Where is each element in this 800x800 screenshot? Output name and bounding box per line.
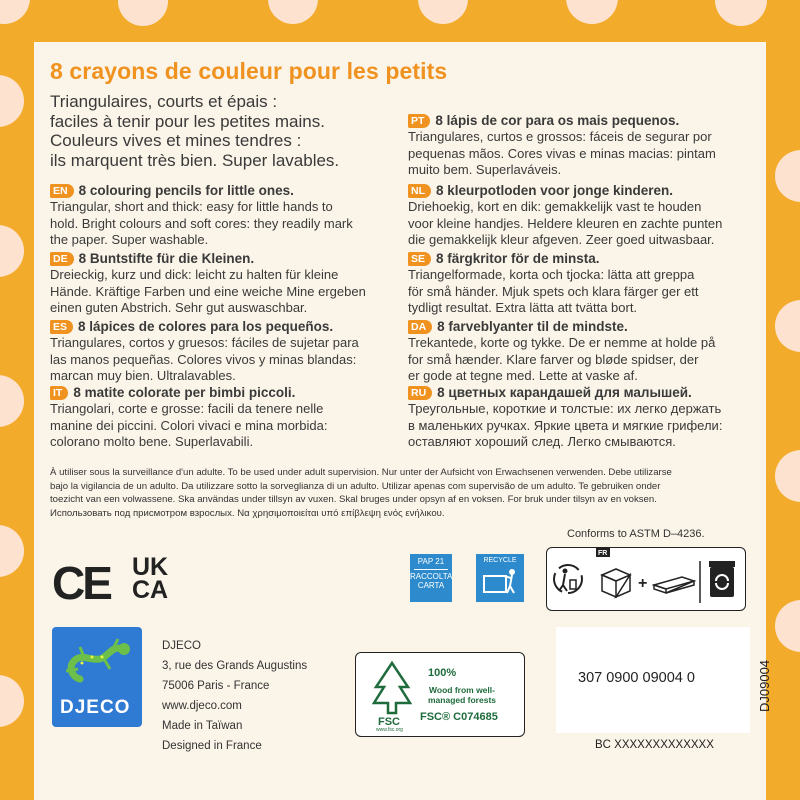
lang-heading: 8 lápices de colores para los pequeños. xyxy=(78,319,334,334)
lang-heading: 8 Buntstifte für die Kleinen. xyxy=(78,251,255,266)
lang-line: voor kleine handjes. Heldere kleuren en zachte punten xyxy=(408,215,723,231)
decor-dot xyxy=(268,0,318,24)
fsc-percent: 100% xyxy=(428,667,457,679)
lang-line: Trekantede, korte og tykke. De er nemme at holde på xyxy=(408,335,716,350)
recycle-badge: RECYCLE xyxy=(476,554,524,602)
decor-dot xyxy=(0,0,30,24)
lang-badge: PT xyxy=(408,114,430,128)
ce-mark: CE xyxy=(52,557,110,609)
decor-dot xyxy=(0,675,24,727)
lang-block-it xyxy=(50,384,410,451)
lang-block-es xyxy=(50,318,410,385)
decor-dot xyxy=(0,375,24,427)
lang-block-en xyxy=(50,182,410,249)
lang-line: оставляют хороший след. Легко смываются. xyxy=(408,434,676,449)
warning-line: Использовать под присмотром взрослых. Να χρησιμοποιείται υπό επίβλεψη ενός ενήλικου. xyxy=(50,507,445,519)
triman-person-icon xyxy=(554,565,582,593)
lang-heading: 8 färgkritor för de minsta. xyxy=(436,251,600,266)
lang-heading: 8 matite colorate per bimbi piccoli. xyxy=(73,385,296,400)
lang-block-de xyxy=(50,250,410,317)
lang-line: Triangelformade, korta och tjocka: lätta att greppa xyxy=(408,267,695,282)
safety-warning xyxy=(50,466,760,520)
lang-line: Driehoekig, kort en dik: gemakkelijk vast te houden xyxy=(408,199,702,214)
lang-badge: DA xyxy=(408,320,432,334)
lang-badge: NL xyxy=(408,184,431,198)
address-line: DJECO xyxy=(162,640,201,652)
fsc-tree-icon xyxy=(364,657,420,733)
lang-block-ru xyxy=(408,384,768,451)
lang-badge: IT xyxy=(50,386,68,400)
lang-block-se xyxy=(408,250,768,317)
address-line: Made in Taïwan xyxy=(162,720,243,732)
product-title: 8 crayons de couleur pour les petits xyxy=(50,58,448,84)
decor-dot xyxy=(0,75,24,127)
lang-line: Triangulares, cortos y gruesos: fáciles de sujetar para xyxy=(50,335,359,350)
intro-line: ils marquent très bien. Super lavables. xyxy=(50,150,340,170)
lang-line: в маленьких ручках. Яркие цвета и мягкие грифели: xyxy=(408,417,723,433)
warning-line: toezicht van een volwassene. Ska användas under tillsyn av vuxen. Skal bruges under opsyn af en voksen. For bruk under tilsyn av en voksen. xyxy=(50,494,657,505)
decor-dot xyxy=(0,525,24,577)
lang-heading: 8 colouring pencils for little ones. xyxy=(78,183,294,198)
barcode-number: 307 0900 09004 0 xyxy=(578,670,695,686)
lang-line: tydligt resultat. Extra lätta att tvätta bort. xyxy=(408,300,638,315)
lang-line: manine dei piccini. Colori vivaci e mina morbida: xyxy=(50,417,328,433)
lang-heading: 8 цветных карандашей для малышей. xyxy=(437,385,692,400)
decor-dot xyxy=(566,0,618,24)
lang-line: marcan muy bien. Ultralavables. xyxy=(50,368,236,383)
decor-dot xyxy=(775,300,800,352)
lang-line: the paper. Super washable. xyxy=(50,232,209,247)
recycling-bin-icon xyxy=(709,561,735,597)
address-line: 75006 Paris - France xyxy=(162,680,270,692)
astm-conformity: Conforms to ASTM D–4236. xyxy=(567,528,705,540)
pap-recycling-badge: PAP 21 RACCOLTA CARTA xyxy=(410,554,452,602)
lang-block-da xyxy=(408,318,768,385)
lang-badge: RU xyxy=(408,386,432,400)
intro-text xyxy=(50,92,339,170)
fsc-label xyxy=(355,652,525,737)
plus-icon: + xyxy=(637,574,647,592)
lang-line: Hände. Kräftige Farben und eine weiche Mine ergeben xyxy=(50,283,366,299)
lang-line: Треугольные, короткие и толстые: их легко держать xyxy=(408,401,722,416)
decor-dot xyxy=(418,0,468,24)
svg-text:FSC: FSC xyxy=(378,716,400,728)
lang-heading: 8 kleurpotloden voor jonge kinderen. xyxy=(436,183,674,198)
company-address xyxy=(162,636,307,756)
lang-line: die gemakkelijk kleur afgeven. Zeer goed uitwasbaar. xyxy=(408,232,715,247)
warning-line: bajo la vigilancia de un adulto. Da utilizzare sotto la sorveglianza di un adulto. Utilizar apenas com supervisão de um adulto. Te gebruiken onder xyxy=(50,480,661,492)
lang-badge: ES xyxy=(50,320,73,334)
lang-line: för små händer. Mjuk spets och klara färger ger ett xyxy=(408,283,699,299)
bc-code: BC XXXXXXXXXXXXX xyxy=(595,739,714,751)
decor-dot xyxy=(715,0,767,26)
gecko-icon xyxy=(66,639,130,679)
lang-line: colorano molto bene. Superlavabili. xyxy=(50,434,254,449)
decor-dot xyxy=(775,450,800,502)
lang-line: pequenas mãos. Cores vivas e minas macias: pintam xyxy=(408,145,716,161)
recycle-bin-icon xyxy=(480,564,520,596)
warning-line: À utiliser sous la surveillance d'un adulte. To be used under adult supervision. Nur unter der Aufsicht von Erwachsenen verwenden. Debe utilizarse xyxy=(50,467,672,478)
fsc-license: FSC® C074685 xyxy=(420,711,498,723)
decor-dot xyxy=(118,0,168,26)
triman-sorting-label xyxy=(546,547,746,611)
lang-line: Triangolari, corte e grosse: facili da tenere nelle xyxy=(50,401,324,416)
lang-line: Triangular, short and thick: easy for little hands to xyxy=(50,199,333,214)
flat-box-icon xyxy=(654,577,694,593)
lang-line: Dreieckig, kurz und dick: leicht zu halten für kleine xyxy=(50,267,339,282)
fsc-desc: managed forests xyxy=(427,695,497,705)
address-line: 3, rue des Grands Augustins xyxy=(162,660,308,672)
fsc-desc: Wood from well- xyxy=(429,685,495,695)
lang-heading: 8 farveblyanter til de mindste. xyxy=(437,319,628,334)
lang-badge: SE xyxy=(408,252,431,266)
website-link: www.djeco.com xyxy=(162,700,242,712)
lang-line: Triangulares, curtos e grossos: fáceis de segurar por xyxy=(408,129,712,144)
lang-block-pt xyxy=(408,112,768,179)
decor-dot xyxy=(775,600,800,652)
lang-block-nl xyxy=(408,182,768,249)
ukca-mark: UK CA xyxy=(132,553,169,604)
djeco-logo xyxy=(52,627,142,727)
lang-badge: DE xyxy=(50,252,74,266)
product-reference: DJ09004 xyxy=(757,659,772,712)
intro-line: faciles à tenir pour les petites mains. xyxy=(50,111,325,131)
lang-line: for små hænder. Klare farver og bløde spidser, der xyxy=(408,351,699,367)
lang-line: er gode at tegne med. Lette at vaske af. xyxy=(408,368,638,383)
djeco-wordmark: DJECO xyxy=(60,697,131,718)
lang-line: muito bem. Superlaváveis. xyxy=(408,162,562,177)
address-line: Designed in France xyxy=(162,740,262,752)
svg-text:FR: FR xyxy=(597,549,607,557)
lang-line: hold. Bright colours and soft cores: they readily mark xyxy=(50,215,353,231)
lang-line: einen guten Abstrich. Sehr gut auswaschbar. xyxy=(50,300,308,315)
intro-line: Triangulaires, courts et épais : xyxy=(50,92,278,111)
cardboard-box-icon xyxy=(602,569,630,597)
decor-dot xyxy=(775,150,800,202)
lang-line: las manos pequeñas. Colores vivos y minas blandas: xyxy=(50,351,357,367)
intro-line: Couleurs vives et mines tendres : xyxy=(50,131,302,150)
svg-text:www.fsc.org: www.fsc.org xyxy=(376,727,403,733)
decor-dot xyxy=(0,225,24,277)
lang-badge: EN xyxy=(50,184,74,198)
lang-heading: 8 lápis de cor para os mais pequenos. xyxy=(435,113,680,128)
